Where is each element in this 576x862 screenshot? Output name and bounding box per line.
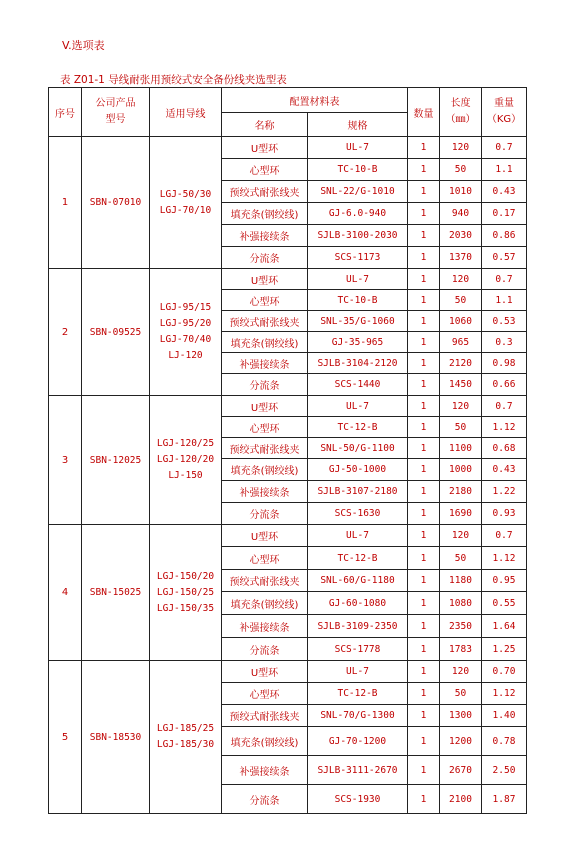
item-spec: SJLB-3107-2180 <box>308 481 408 503</box>
item-qty: 1 <box>408 661 440 683</box>
item-name: U型环 <box>222 269 308 290</box>
item-spec: SJLB-3111-2670 <box>308 756 408 785</box>
item-spec: TC-10-B <box>308 290 408 311</box>
item-weight: 1.64 <box>482 615 527 638</box>
item-qty: 1 <box>408 311 440 332</box>
item-name: 分流条 <box>222 503 308 525</box>
conductor-list <box>150 525 222 661</box>
header-spec: 规格 <box>308 113 408 137</box>
header-weight <box>482 88 527 137</box>
item-length: 120 <box>440 137 482 159</box>
item-length: 50 <box>440 683 482 705</box>
item-length: 940 <box>440 203 482 225</box>
item-length: 1300 <box>440 705 482 727</box>
conductor-list <box>150 396 222 525</box>
table-row <box>49 525 527 547</box>
item-weight: 1.40 <box>482 705 527 727</box>
table-row <box>49 396 527 417</box>
item-qty: 1 <box>408 332 440 353</box>
item-length: 50 <box>440 159 482 181</box>
item-name: U型环 <box>222 661 308 683</box>
item-qty: 1 <box>408 547 440 570</box>
item-length: 1690 <box>440 503 482 525</box>
item-length: 2350 <box>440 615 482 638</box>
item-weight: 0.7 <box>482 269 527 290</box>
item-weight: 0.53 <box>482 311 527 332</box>
item-name: 预绞式耐张线夹 <box>222 181 308 203</box>
item-name: 填充条(钢绞线) <box>222 332 308 353</box>
item-spec: GJ-6.0-940 <box>308 203 408 225</box>
item-qty: 1 <box>408 417 440 438</box>
item-spec: SNL-35/G-1060 <box>308 311 408 332</box>
conductor-list <box>150 137 222 269</box>
item-spec: TC-10-B <box>308 159 408 181</box>
item-qty: 1 <box>408 374 440 396</box>
item-qty: 1 <box>408 247 440 269</box>
item-spec: GJ-50-1000 <box>308 459 408 481</box>
item-spec: SNL-22/G-1010 <box>308 181 408 203</box>
item-weight: 0.66 <box>482 374 527 396</box>
item-spec: UL-7 <box>308 269 408 290</box>
header-length-line1: 长度 <box>450 98 471 109</box>
item-name: 补强接续条 <box>222 615 308 638</box>
item-length: 965 <box>440 332 482 353</box>
item-qty: 1 <box>408 525 440 547</box>
item-weight: 1.12 <box>482 683 527 705</box>
item-length: 1783 <box>440 638 482 661</box>
item-spec: GJ-35-965 <box>308 332 408 353</box>
item-weight: 0.98 <box>482 353 527 374</box>
item-spec: SJLB-3109-2350 <box>308 615 408 638</box>
item-length: 2100 <box>440 785 482 814</box>
selection-table <box>48 87 527 814</box>
header-weight-line2: （KG） <box>486 114 522 125</box>
item-spec: SCS-1440 <box>308 374 408 396</box>
item-weight: 2.50 <box>482 756 527 785</box>
conductor-type: LGJ-70/40 <box>159 334 212 345</box>
conductor-type: LGJ-150/35 <box>156 602 215 614</box>
item-spec: UL-7 <box>308 396 408 417</box>
item-qty: 1 <box>408 203 440 225</box>
table-row <box>49 269 527 290</box>
item-weight: 0.55 <box>482 592 527 615</box>
item-name: 心型环 <box>222 547 308 570</box>
table-title: 表 Z01-1 导线耐张用预绞式安全备份线夹选型表 <box>60 74 287 86</box>
item-weight: 0.7 <box>482 137 527 159</box>
item-length: 1060 <box>440 311 482 332</box>
item-weight: 0.57 <box>482 247 527 269</box>
item-weight: 0.68 <box>482 438 527 459</box>
conductor-type: LGJ-120/20 <box>156 454 215 465</box>
header-product-line1: 公司产品 <box>95 98 136 109</box>
item-weight: 0.43 <box>482 181 527 203</box>
item-length: 1200 <box>440 727 482 756</box>
item-weight: 0.95 <box>482 570 527 592</box>
item-weight: 1.1 <box>482 159 527 181</box>
item-name: 分流条 <box>222 374 308 396</box>
item-weight: 0.7 <box>482 396 527 417</box>
product-model: SBN-18530 <box>82 661 150 814</box>
item-name: 预绞式耐张线夹 <box>222 438 308 459</box>
conductor-type: LGJ-50/30 <box>159 188 212 200</box>
conductor-type: LGJ-150/20 <box>156 570 215 582</box>
item-qty: 1 <box>408 683 440 705</box>
item-name: U型环 <box>222 525 308 547</box>
header-weight-line1: 重量 <box>494 98 514 109</box>
item-length: 50 <box>440 547 482 570</box>
item-spec: SNL-70/G-1300 <box>308 705 408 727</box>
group-seq: 1 <box>49 137 82 269</box>
item-name: 填充条(钢绞线) <box>222 592 308 615</box>
item-name: 补强接续条 <box>222 481 308 503</box>
item-qty: 1 <box>408 638 440 661</box>
item-spec: UL-7 <box>308 525 408 547</box>
item-spec: GJ-70-1200 <box>308 727 408 756</box>
item-length: 2670 <box>440 756 482 785</box>
group-seq: 2 <box>49 269 82 396</box>
item-qty: 1 <box>408 225 440 247</box>
header-product-model <box>82 88 150 137</box>
group-seq: 3 <box>49 396 82 525</box>
conductor-type: LGJ-150/25 <box>156 586 215 598</box>
item-length: 50 <box>440 290 482 311</box>
item-spec: SCS-1630 <box>308 503 408 525</box>
item-name: 心型环 <box>222 159 308 181</box>
item-name: U型环 <box>222 137 308 159</box>
item-spec: UL-7 <box>308 137 408 159</box>
item-spec: TC-12-B <box>308 417 408 438</box>
item-length: 1080 <box>440 592 482 615</box>
item-weight: 1.12 <box>482 417 527 438</box>
table-row <box>49 137 527 159</box>
item-qty: 1 <box>408 615 440 638</box>
conductor-type: LJ-120 <box>168 350 203 361</box>
item-weight: 1.87 <box>482 785 527 814</box>
conductor-type: LGJ-70/10 <box>159 204 212 216</box>
item-name: 预绞式耐张线夹 <box>222 570 308 592</box>
item-weight: 0.7 <box>482 525 527 547</box>
item-length: 1450 <box>440 374 482 396</box>
item-qty: 1 <box>408 785 440 814</box>
item-name: 分流条 <box>222 247 308 269</box>
item-weight: 0.78 <box>482 727 527 756</box>
item-weight: 0.3 <box>482 332 527 353</box>
table-row <box>49 661 527 683</box>
item-qty: 1 <box>408 570 440 592</box>
item-weight: 0.70 <box>482 661 527 683</box>
item-length: 120 <box>440 525 482 547</box>
conductor-type: LGJ-185/25 <box>156 723 215 734</box>
item-name: 心型环 <box>222 683 308 705</box>
item-spec: SJLB-3104-2120 <box>308 353 408 374</box>
item-name: 预绞式耐张线夹 <box>222 705 308 727</box>
item-spec: TC-12-B <box>308 683 408 705</box>
section-title: V.选项表 <box>62 39 105 52</box>
table-body <box>49 137 527 814</box>
item-length: 50 <box>440 417 482 438</box>
item-weight: 1.25 <box>482 638 527 661</box>
item-qty: 1 <box>408 137 440 159</box>
product-model: SBN-12025 <box>82 396 150 525</box>
item-name: 补强接续条 <box>222 225 308 247</box>
item-name: 补强接续条 <box>222 353 308 374</box>
conductor-type: LGJ-95/15 <box>159 302 212 313</box>
item-qty: 1 <box>408 269 440 290</box>
conductor-type: LGJ-185/30 <box>156 739 215 750</box>
item-length: 2030 <box>440 225 482 247</box>
item-name: 心型环 <box>222 290 308 311</box>
group-seq: 5 <box>49 661 82 814</box>
item-name: 分流条 <box>222 638 308 661</box>
item-length: 120 <box>440 661 482 683</box>
header-name: 名称 <box>222 113 308 137</box>
item-weight: 1.22 <box>482 481 527 503</box>
item-weight: 0.17 <box>482 203 527 225</box>
conductor-type: LGJ-120/25 <box>156 438 215 449</box>
item-spec: SNL-60/G-1180 <box>308 570 408 592</box>
item-spec: SCS-1778 <box>308 638 408 661</box>
item-name: 填充条(钢绞线) <box>222 203 308 225</box>
header-product-line2: 型号 <box>105 114 126 125</box>
item-spec: GJ-60-1080 <box>308 592 408 615</box>
item-spec: UL-7 <box>308 661 408 683</box>
group-seq: 4 <box>49 525 82 661</box>
item-weight: 1.1 <box>482 290 527 311</box>
item-name: 填充条(钢绞线) <box>222 727 308 756</box>
product-model: SBN-09525 <box>82 269 150 396</box>
conductor-list <box>150 269 222 396</box>
item-qty: 1 <box>408 290 440 311</box>
item-length: 1180 <box>440 570 482 592</box>
item-spec: SJLB-3100-2030 <box>308 225 408 247</box>
item-weight: 0.86 <box>482 225 527 247</box>
item-qty: 1 <box>408 181 440 203</box>
item-length: 1010 <box>440 181 482 203</box>
item-spec: SNL-50/G-1100 <box>308 438 408 459</box>
item-qty: 1 <box>408 396 440 417</box>
conductor-list <box>150 661 222 814</box>
item-qty: 1 <box>408 438 440 459</box>
conductor-type: LGJ-95/20 <box>159 318 212 329</box>
item-name: 填充条(钢绞线) <box>222 459 308 481</box>
product-model: SBN-07010 <box>82 137 150 269</box>
item-length: 1100 <box>440 438 482 459</box>
item-qty: 1 <box>408 727 440 756</box>
item-spec: TC-12-B <box>308 547 408 570</box>
conductor-type: LJ-150 <box>168 470 203 481</box>
item-weight: 0.43 <box>482 459 527 481</box>
header-materials: 配置材料表 <box>222 88 408 113</box>
item-qty: 1 <box>408 705 440 727</box>
header-conductor: 适用导线 <box>150 88 222 137</box>
header-qty: 数量 <box>408 88 440 137</box>
item-spec: SCS-1930 <box>308 785 408 814</box>
item-length: 1000 <box>440 459 482 481</box>
item-length: 2180 <box>440 481 482 503</box>
item-qty: 1 <box>408 459 440 481</box>
item-weight: 1.12 <box>482 547 527 570</box>
item-qty: 1 <box>408 481 440 503</box>
product-model: SBN-15025 <box>82 525 150 661</box>
header-seq: 序号 <box>49 88 82 137</box>
item-name: 预绞式耐张线夹 <box>222 311 308 332</box>
item-name: 心型环 <box>222 417 308 438</box>
item-qty: 1 <box>408 503 440 525</box>
item-qty: 1 <box>408 756 440 785</box>
item-length: 1370 <box>440 247 482 269</box>
item-spec: SCS-1173 <box>308 247 408 269</box>
item-name: 分流条 <box>222 785 308 814</box>
item-weight: 0.93 <box>482 503 527 525</box>
item-qty: 1 <box>408 592 440 615</box>
header-length-line2: （㎜） <box>445 114 476 125</box>
item-length: 120 <box>440 396 482 417</box>
item-length: 2120 <box>440 353 482 374</box>
item-name: U型环 <box>222 396 308 417</box>
item-qty: 1 <box>408 353 440 374</box>
header-length <box>440 88 482 137</box>
item-name: 补强接续条 <box>222 756 308 785</box>
item-length: 120 <box>440 269 482 290</box>
item-qty: 1 <box>408 159 440 181</box>
